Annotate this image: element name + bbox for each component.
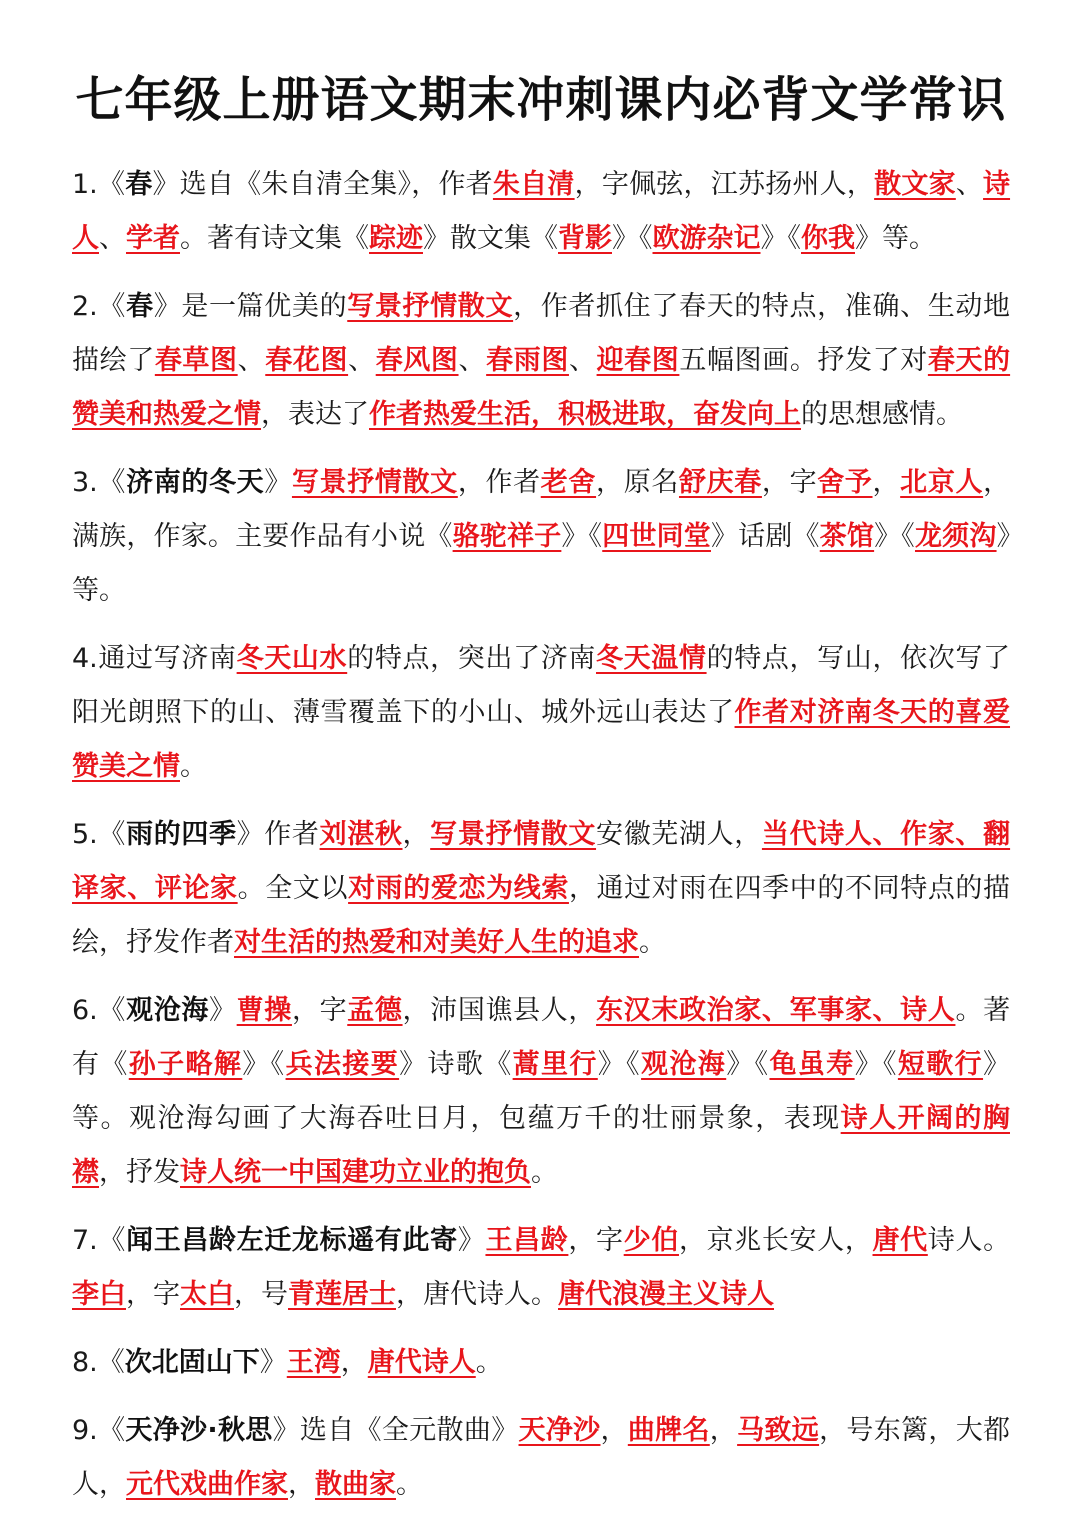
highlight-term: 春天的赞美和热爱之情 [72, 345, 1011, 430]
item-text: 1.《 [72, 169, 126, 200]
highlight-term: 北京人 [900, 467, 984, 498]
item-text: ，号 [234, 1279, 288, 1310]
highlight-term: 孙子略解 [128, 1049, 243, 1080]
item-text: 。 [396, 1469, 423, 1500]
item-text: 诗人。 [927, 1225, 1011, 1256]
highlight-term: 春花图 [265, 345, 349, 376]
highlight-term: 春风图 [375, 345, 459, 376]
highlight-term: 龟虽寿 [769, 1049, 855, 1080]
knowledge-list [72, 158, 1010, 1512]
highlight-term: 舍予 [817, 467, 873, 498]
page-title: 七年级上册语文期末冲刺课内必背文学常识 [75, 72, 1007, 128]
highlight-term: 迎春图 [596, 345, 680, 376]
knowledge-item [72, 158, 1010, 266]
item-text: 五幅图画。抒发了对 [679, 345, 928, 376]
item-text: 》 [209, 995, 237, 1026]
item-text: ， [402, 819, 431, 850]
item-text: 》选自《朱自清全集》，作者 [152, 169, 493, 200]
highlight-term: 四世同堂 [602, 521, 711, 552]
item-text: 。 [639, 927, 666, 958]
knowledge-item [72, 280, 1010, 442]
item-text: ，通过对雨在四季中的不同特点的描绘，抒发作者 [72, 873, 1011, 958]
item-text: 8.《 [72, 1347, 125, 1378]
item-text: ，表达了 [261, 399, 369, 430]
highlight-term: 骆驼祥子 [452, 521, 562, 552]
highlight-term: 茶馆 [819, 521, 875, 552]
highlight-term: 写景抒情散文 [430, 819, 597, 850]
work-title: 天净沙·秋思 [125, 1415, 273, 1446]
work-title: 济南的冬天 [126, 467, 265, 498]
item-text: ，字 [126, 1279, 180, 1310]
item-text: 4.通过写济南 [72, 643, 237, 674]
highlight-term: 孟德 [347, 995, 403, 1026]
item-text: ，作者抓住了春天的特点，准确、生动地描绘了 [72, 291, 1011, 376]
item-text: 》《 [874, 521, 915, 552]
highlight-term: 诗人 [72, 169, 1011, 254]
highlight-term: 当代诗人、作家、翻译家、评论家 [72, 819, 1011, 904]
item-text: 》 [457, 1225, 486, 1256]
knowledge-item [72, 984, 1010, 1200]
highlight-term: 短歌行 [897, 1049, 984, 1080]
item-text: 》诗歌《 [399, 1049, 513, 1080]
item-text: 的特点，突出了济南 [347, 643, 596, 674]
knowledge-item [72, 456, 1010, 618]
knowledge-item [72, 1404, 1010, 1512]
item-text: 。全文以 [237, 873, 349, 904]
item-text: ，字 [568, 1225, 624, 1256]
highlight-term: 唐代浪漫主义诗人 [558, 1279, 774, 1310]
highlight-term: 诗人统一中国建功立业的抱负 [180, 1157, 531, 1188]
item-text: 》《 [561, 521, 603, 552]
item-text: 》《 [854, 1049, 898, 1080]
item-text: 、 [237, 345, 266, 376]
item-text: ， [288, 1469, 315, 1500]
knowledge-item [72, 808, 1010, 970]
highlight-term: 冬天温情 [596, 643, 707, 674]
item-text: ，字 [291, 995, 348, 1026]
work-title: 春 [125, 169, 153, 200]
item-text: 、 [99, 223, 126, 254]
highlight-term: 冬天山水 [236, 643, 348, 674]
item-text: ， [872, 467, 901, 498]
item-text: 》《 [760, 223, 801, 254]
highlight-term: 唐代 [872, 1225, 928, 1256]
knowledge-item [72, 1214, 1010, 1322]
item-text: 》选自《全元散曲》 [272, 1415, 519, 1446]
item-text: 6.《 [72, 995, 127, 1026]
highlight-term: 春雨图 [486, 345, 569, 376]
highlight-term: 李白 [72, 1279, 126, 1310]
item-text: 》等。观沧海勾画了大海吞吐日月，包蕴万千的壮丽景象，表现 [72, 1049, 1011, 1134]
item-text: 7.《 [72, 1225, 127, 1256]
highlight-term: 元代戏曲作家 [126, 1469, 288, 1500]
highlight-term: 观沧海 [641, 1049, 727, 1080]
highlight-term: 兵法接要 [285, 1049, 400, 1080]
work-title: 闻王昌龄左迁龙标遥有此寄 [126, 1225, 458, 1256]
highlight-term: 舒庆春 [678, 467, 762, 498]
item-text: ，字佩弦，江苏扬州人， [574, 169, 875, 200]
highlight-term: 少伯 [623, 1225, 679, 1256]
highlight-term: 青莲居士 [288, 1279, 396, 1310]
item-text: 》作者 [236, 819, 320, 850]
item-text: 3.《 [72, 467, 127, 498]
item-text: ，满族，作家。主要作品有小说《 [72, 467, 1011, 552]
highlight-term: 春草图 [154, 345, 238, 376]
item-text: 》《 [612, 223, 653, 254]
highlight-term: 对生活的热爱和对美好人生的追求 [234, 927, 639, 958]
item-text: 2.《 [72, 291, 127, 322]
item-text: 的特点，写山，依次写了阳光朗照下的山、薄雪覆盖下的小山、城外远山表达了 [72, 643, 1011, 728]
item-text: 》话剧《 [710, 521, 820, 552]
highlight-term: 欧游杂记 [652, 223, 761, 254]
item-text: 。著有《 [72, 995, 1011, 1080]
item-text: ，原名 [596, 467, 679, 498]
item-text: ，作者 [457, 467, 541, 498]
highlight-term: 诗人开阔的胸襟 [72, 1103, 1010, 1188]
item-text: 。著有诗文集《 [180, 223, 369, 254]
item-text: 的思想感情。 [801, 399, 963, 430]
highlight-term: 踪迹 [369, 223, 423, 254]
item-text: 、 [458, 345, 487, 376]
item-text: 》 [259, 1347, 287, 1378]
item-text: ， [709, 1415, 738, 1446]
item-text: ， [340, 1347, 368, 1378]
highlight-term: 刘湛秋 [319, 819, 403, 850]
highlight-term: 散文家 [874, 169, 956, 200]
work-title: 雨的四季 [126, 819, 237, 850]
work-title: 次北固山下 [124, 1347, 260, 1378]
knowledge-item [72, 632, 1010, 794]
highlight-term: 天净沙 [518, 1415, 601, 1446]
item-text: 》《 [726, 1049, 770, 1080]
item-text: ，号东篱，大都人， [72, 1415, 1011, 1500]
highlight-term: 东汉末政治家、军事家、诗人 [596, 995, 956, 1026]
item-text: 、 [348, 345, 376, 376]
item-text: ，唐代诗人。 [396, 1279, 558, 1310]
item-text: 9.《 [72, 1415, 126, 1446]
item-text: ，沛国谯县人， [402, 995, 597, 1026]
item-text: 》《 [597, 1049, 642, 1080]
item-text: 》等。 [72, 521, 1011, 606]
item-text: 》 [264, 467, 292, 498]
work-title: 观沧海 [126, 995, 209, 1026]
highlight-term: 王昌龄 [485, 1225, 569, 1256]
item-text: 、 [568, 345, 597, 376]
item-text: 》等。 [855, 223, 936, 254]
highlight-term: 曲牌名 [627, 1415, 710, 1446]
item-text: ，字 [761, 467, 818, 498]
item-text: ，抒发 [99, 1157, 180, 1188]
item-text: 5.《 [72, 819, 127, 850]
highlight-term: 朱自清 [492, 169, 575, 200]
highlight-term: 唐代诗人 [367, 1347, 476, 1378]
highlight-term: 蒿里行 [512, 1049, 598, 1080]
highlight-term: 老舍 [540, 467, 597, 498]
highlight-term: 写景抒情散文 [291, 467, 458, 498]
item-text: 》《 [242, 1049, 286, 1080]
highlight-term: 作者热爱生活，积极进取，奋发向上 [369, 399, 801, 430]
item-text: 。 [180, 751, 207, 782]
highlight-term: 龙须沟 [914, 521, 997, 552]
knowledge-item [72, 1336, 1010, 1390]
highlight-term: 作者对济南冬天的喜爱赞美之情 [72, 697, 1011, 782]
highlight-term: 对雨的爱恋为线索 [348, 873, 569, 904]
item-text: ， [600, 1415, 628, 1446]
work-title: 春 [126, 291, 154, 322]
item-text: 。 [475, 1347, 503, 1378]
highlight-term: 太白 [180, 1279, 234, 1310]
highlight-term: 你我 [801, 223, 855, 254]
item-text: 。 [531, 1157, 558, 1188]
highlight-term: 学者 [126, 223, 180, 254]
highlight-term: 写景抒情散文 [347, 291, 514, 322]
item-text: 》是一篇优美的 [153, 291, 348, 322]
highlight-term: 散曲家 [315, 1469, 396, 1500]
highlight-term: 王湾 [286, 1347, 341, 1378]
highlight-term: 曹操 [236, 995, 292, 1026]
highlight-term: 马致远 [737, 1415, 820, 1446]
highlight-term: 背影 [558, 223, 612, 254]
item-text: 》散文集《 [423, 223, 558, 254]
item-text: 、 [955, 169, 984, 200]
item-text: 安徽芜湖人， [596, 819, 762, 850]
item-text: ，京兆长安人， [678, 1225, 873, 1256]
